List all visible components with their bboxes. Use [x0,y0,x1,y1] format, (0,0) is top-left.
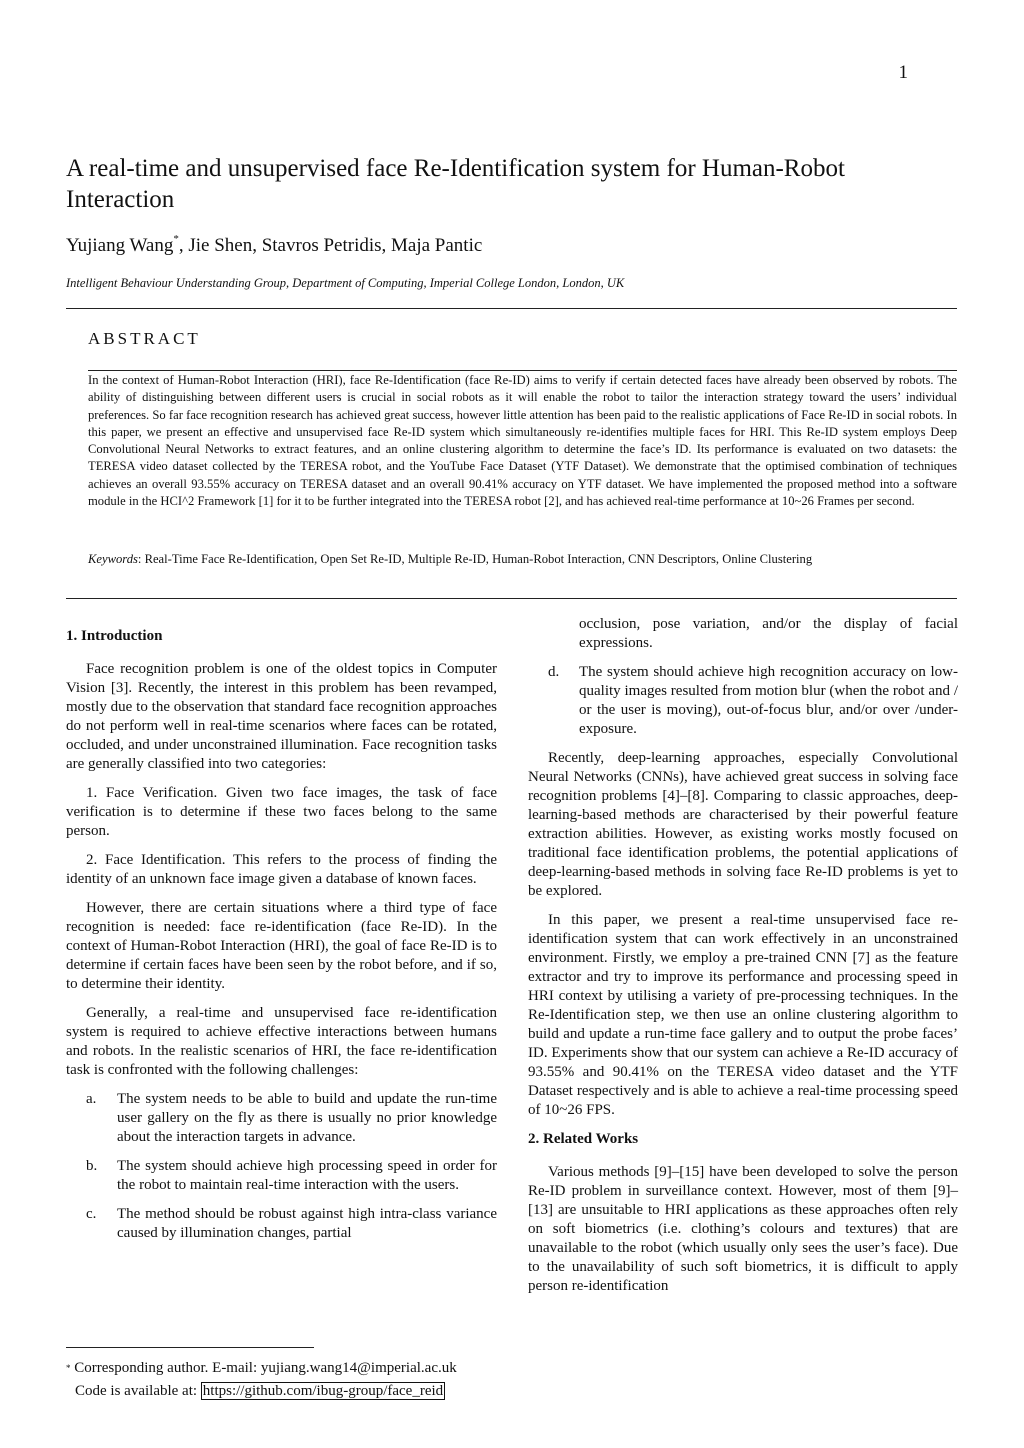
keywords-list: : Real-Time Face Re-Identification, Open Set Re-ID, Multiple Re-ID, Human-Robot Interaction, CNN Descriptors, Online Clustering [137,552,813,566]
right-column [528,615,958,1306]
page-number: 1 [898,62,908,83]
author-list [66,235,482,257]
list-label: a. [86,1091,97,1107]
list-item-d [528,663,958,739]
intro-paragraph-4: However, there are certain situations where a third type of face recognition is needed: face re-identification (face Re-ID). In the context of Human-Robot Interaction (HRI), the goal of face Re-ID is to determine if certain faces have been seen by the robot before, and if so, to determine their identity. [66,900,497,992]
author-rest: , Jie Shen, Stavros Petridis, Maja Pantic [178,235,483,256]
section-heading-introduction: 1. Introduction [66,628,163,644]
intro-paragraph-6: Recently, deep-learning approaches, especially Convolutional Neural Networks (CNNs), have achieved great success in solving face recognition problems [4]–[8]. Comparing to classic approaches, deep-learning-based methods are characterised by their powerful feature extraction abilities. However, as existing works mostly focused on traditional face identification problems, the potential applications of deep-learning-based methods in solving face Re-ID problems is yet to be explored. [528,750,958,899]
author-first: Yujiang Wang [66,235,174,256]
abstract-bottom-divider [66,598,957,599]
abstract-heading: ABSTRACT [88,329,201,348]
abstract-divider [88,370,957,371]
footnote-code [66,1380,457,1403]
footnote-author [66,1357,457,1380]
paper-title: A real-time and unsupervised face Re-Identification system for Human-Robot Interaction [66,155,845,213]
list-item-b [66,1157,497,1195]
left-column [66,627,497,1253]
list-item-c [66,1205,497,1243]
affiliation: Intelligent Behaviour Understanding Group, Department of Computing, Imperial College London, London, UK [66,276,625,290]
footnote-email: Corresponding author. E-mail: yujiang.wang14@imperial.ac.uk [70,1360,457,1376]
code-link[interactable]: https://github.com/ibug-group/face_reid [202,1383,444,1399]
list-item-a [66,1090,497,1147]
list-label: b. [86,1158,98,1174]
list-text: The system should achieve high recognition accuracy on low-quality images resulted from motion blur (when the robot and / or the user is moving), out-of-focus blur, and/or over /under-exposure. [579,664,958,737]
list-text: The system needs to be able to build and update the run-time user gallery on the fly as there is usually no prior knowledge about the interaction targets in advance. [117,1091,497,1145]
footnote-mark: * [66,1363,71,1373]
list-label: d. [548,664,560,680]
abstract-text: In the context of Human-Robot Interaction (HRI), face Re-Identification (face Re-ID) aims to verify if certain detected faces have already been observed by robots. The ability of distinguishing between different users is crucial in social robots as it will enable the robot to tailor the interaction strategy toward the users’ individual preferences. So far face recognition research has achieved great success, however little attention has been paid to the realistic applications of Face Re-ID in social robots. In this paper, we present an effective and unsupervised face Re-ID system which simultaneously re-identifies multiple faces for HRI. This Re-ID system employs Deep Convolutional Neural Networks to extract features, and an online clustering algorithm to determine the face’s ID. Its performance is evaluated on two datasets: the TERESA video dataset collected by the TERESA robot, and the YouTube Face Dataset (YTF Dataset). We demonstrate that the optimised combination of techniques achieves an overall 93.55% accuracy on TERESA dataset and an overall 90.41% accuracy on YTF dataset. We have implemented the proposed method into a software module in the HCI^2 Framework [1] for it to be further integrated into the TERESA robot [2], and has achieved real-time performance at 10~26 Frames per second. [88,373,957,509]
keywords-label: Keywords [88,552,138,566]
footnote-code-label: Code is available at: [75,1383,201,1399]
intro-paragraph-3: 2. Face Identification. This refers to the process of finding the identity of an unknown face image given a database of known faces. [66,852,497,887]
intro-paragraph-5: Generally, a real-time and unsupervised face re-identification system is required to achieve effective interactions between humans and robots. In the realistic scenarios of HRI, the face re-identification task is confronted with the following challenges: [66,1005,497,1078]
related-paragraph-1: Various methods [9]–[15] have been developed to solve the person Re-ID problem in surveillance context. However, most of them [9]–[13] are unsuitable to HRI applications as these approaches often rely on soft biometrics (i.e. clothing’s colours and textures) that are unavailable to the robot (which usually only sees the user’s face). Due to the unavailability of such soft biometrics, it is difficult to apply person re-identification [528,1164,958,1294]
intro-paragraph-1: Face recognition problem is one of the oldest topics in Computer Vision [3]. Recently, the interest in this problem has been revamped, mostly due to the observation that standard face recognition approaches do not perform well in real-time scenarios where faces can be rotated, occluded, and under unconstrained illumination. Face recognition tasks are generally classified into two categories: [66,661,497,772]
intro-paragraph-2: 1. Face Verification. Given two face images, the task of face verification is to determine if these two faces belong to the same person. [66,785,497,839]
intro-paragraph-7: In this paper, we present a real-time unsupervised face re-identification system that can work effectively in an unconstrained environment. Firstly, we employ a pre-trained CNN [7] as the feature extractor and try to improve its performance and processing speed in HRI context by utilising a variety of pre-processing techniques. In the Re-Identification step, we then use an online clustering algorithm to build and update a run-time face gallery and to output the probe faces’ ID. Experiments show that our system can achieve a Re-ID accuracy of 93.55% and 90.41% on the TERESA video dataset and the YTF Dataset respectively and is able to achieve a real-time processing speed of 10~26 FPS. [528,912,958,1118]
list-label: c. [86,1206,97,1222]
top-divider [66,308,957,309]
section-heading-related-works: 2. Related Works [528,1131,639,1147]
footnote-divider [66,1347,314,1348]
list-item-c-continuation: occlusion, pose variation, and/or the display of facial expressions. [579,616,958,651]
list-text: The method should be robust against high intra-class variance caused by illumination changes, partial [117,1206,497,1241]
list-text: The system should achieve high processing speed in order for the robot to maintain real-time interaction with the users. [117,1158,497,1193]
author-mark: * [173,233,179,245]
keywords [88,551,957,568]
footnote [66,1357,457,1403]
